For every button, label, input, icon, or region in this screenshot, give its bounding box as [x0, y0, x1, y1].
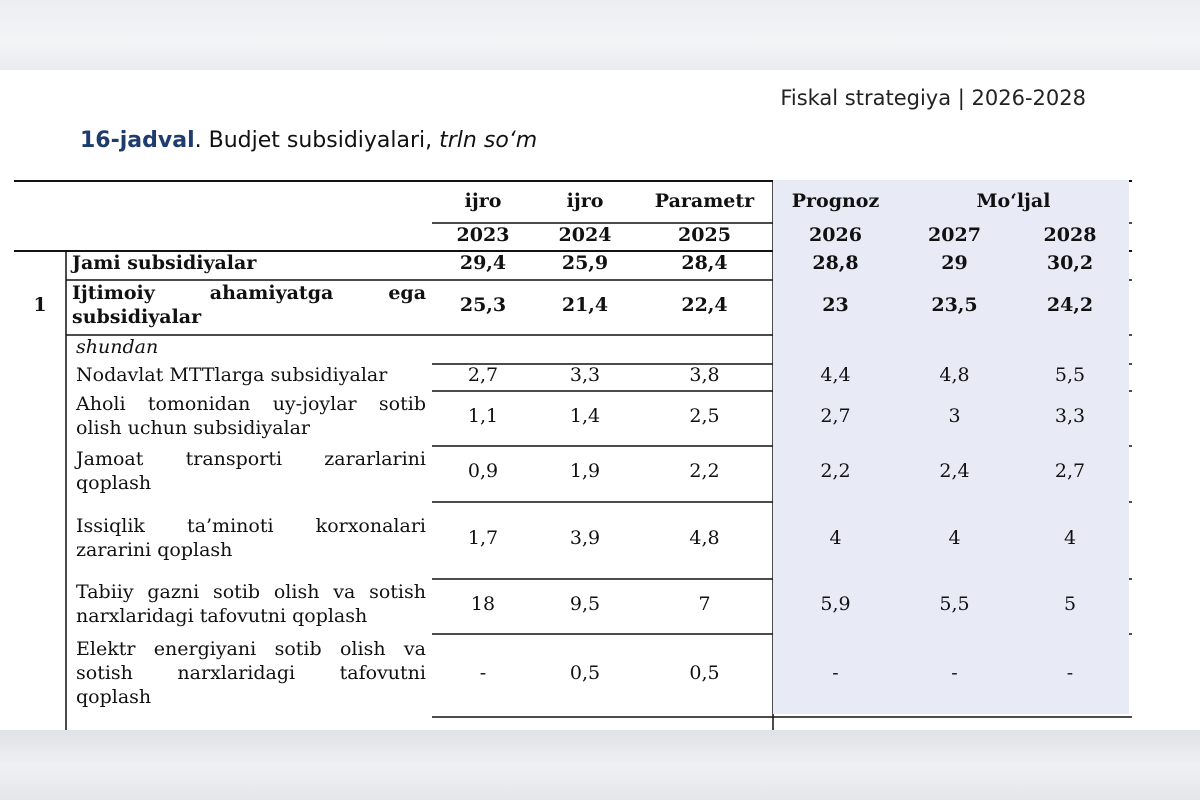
- document-page: [0, 70, 1200, 730]
- table-cell: 1,4: [569, 404, 601, 427]
- table-unit: trln so‘m: [439, 128, 538, 153]
- table-row: [14, 631, 1129, 714]
- subsidies-table: [14, 180, 1129, 714]
- row-label: Jami subsidiyalar: [72, 251, 257, 274]
- table-cell: 30,2: [1011, 248, 1129, 277]
- table-number: 16-jadval: [80, 128, 195, 153]
- year-2027: 2027: [898, 222, 1011, 248]
- table-cell: 28,8: [773, 248, 898, 277]
- table-row: [14, 248, 1129, 277]
- col-2024-status: ijro: [566, 190, 604, 212]
- year-2024: 2024: [558, 224, 612, 246]
- table-cell: [1011, 332, 1129, 361]
- col-2025-status: Parametr: [654, 190, 755, 212]
- table-cell: 4,8: [689, 526, 720, 549]
- background-top: [0, 0, 1200, 70]
- table-cell: 3,3: [1011, 388, 1129, 443]
- table-cell: 4: [1011, 499, 1129, 576]
- table-cell: 24,2: [1011, 277, 1129, 332]
- table-cell: -: [1011, 631, 1129, 714]
- table-cell: 1,7: [467, 526, 499, 549]
- year-2023: 2023: [456, 224, 510, 246]
- table-cell: 18: [470, 592, 496, 615]
- table-cell: [432, 332, 534, 361]
- table-cell: 0,9: [467, 460, 499, 482]
- table-cell: 1,9: [569, 460, 601, 482]
- background-bottom: [0, 730, 1200, 800]
- table-cell: 2,7: [467, 363, 499, 386]
- table-cell: [773, 332, 898, 361]
- table-cell: [898, 332, 1011, 361]
- table-cell: -: [773, 631, 898, 714]
- caption-separator: .: [194, 128, 202, 153]
- col-2023-status: ijro: [464, 190, 502, 212]
- table-cell: 4,4: [773, 361, 898, 388]
- header-row-status: [14, 180, 1129, 222]
- year-2028: 2028: [1011, 222, 1129, 248]
- table-cell: 25,9: [561, 251, 609, 274]
- table-cell: 3: [898, 388, 1011, 443]
- table-row: [14, 361, 1129, 388]
- col-prognoz: Prognoz: [773, 180, 898, 222]
- table-cell: 2,2: [773, 443, 898, 499]
- row-label: Jamoat transporti zararlarini qoplash: [76, 448, 426, 494]
- row-label: Tabiiy gazni sotib olish va sotish narxlaridagi tafovutni qoplash: [76, 580, 426, 627]
- row-label: Issiqlik ta’minoti korxonalari zararini qoplash: [76, 514, 426, 561]
- document-header: Fiskal strategiya | 2026-2028: [780, 86, 1086, 110]
- table-cell: 25,3: [459, 293, 507, 316]
- table-cell: -: [898, 631, 1011, 714]
- section-number: 1: [33, 294, 47, 316]
- table-cell: 3,3: [569, 363, 601, 386]
- table-row: [14, 576, 1129, 631]
- table-row: [14, 388, 1129, 443]
- table-cell: 22,4: [681, 293, 728, 316]
- table-cell: 29: [898, 248, 1011, 277]
- table-cell: 4: [773, 499, 898, 576]
- header-row-years: [14, 222, 1129, 248]
- table-cell: 0,5: [689, 661, 720, 684]
- table-cell: 4: [898, 499, 1011, 576]
- table-cell: 29,4: [459, 251, 507, 274]
- table-cell: 28,4: [681, 251, 728, 274]
- table-cell: 23,5: [898, 277, 1011, 332]
- row-label: Ijtimoiy ahamiyatga ega subsidiyalar: [72, 281, 426, 328]
- table-cell: 0,5: [569, 661, 601, 684]
- table-cell: 4,8: [898, 361, 1011, 388]
- table-cell: 2,5: [689, 404, 720, 427]
- table-cell: 7: [698, 592, 711, 615]
- row-label: Aholi tomonidan uy-joylar sotib olish uchun subsidiyalar: [76, 392, 426, 439]
- table-cell: 3,8: [689, 363, 720, 386]
- table-cell: 21,4: [561, 293, 609, 316]
- col-moljal: Mo‘ljal: [898, 180, 1129, 222]
- row-label: Nodavlat MTTlarga subsidiyalar: [76, 363, 388, 386]
- table-cell: 5,5: [1011, 361, 1129, 388]
- table-cell: 2,2: [689, 460, 720, 482]
- table-cell: [534, 332, 636, 361]
- table-title: Budjet subsidiyalari,: [201, 128, 440, 153]
- table-cell: 1,1: [467, 404, 499, 427]
- table-cell: 3,9: [569, 526, 601, 549]
- row-label: shundan: [76, 335, 159, 358]
- table-cell: 23: [773, 277, 898, 332]
- table-cell: 9,5: [569, 592, 601, 615]
- table-cell: 2,7: [773, 388, 898, 443]
- table-cell: 5,5: [898, 576, 1011, 631]
- table-row: [14, 443, 1129, 499]
- table-row: [14, 499, 1129, 576]
- row-label: Elektr energiyani sotib olish va sotish narxlaridagi tafovutni qoplash: [76, 637, 426, 708]
- table-cell: 2,7: [1011, 443, 1129, 499]
- table-row: [14, 277, 1129, 332]
- table-cell: [636, 332, 773, 361]
- table-cell: 5,9: [773, 576, 898, 631]
- table-cell: 2,4: [898, 443, 1011, 499]
- year-2026: 2026: [773, 222, 898, 248]
- year-2025: 2025: [678, 224, 731, 246]
- table-cell: -: [479, 661, 487, 684]
- table-row: [14, 332, 1129, 361]
- table-cell: 5: [1011, 576, 1129, 631]
